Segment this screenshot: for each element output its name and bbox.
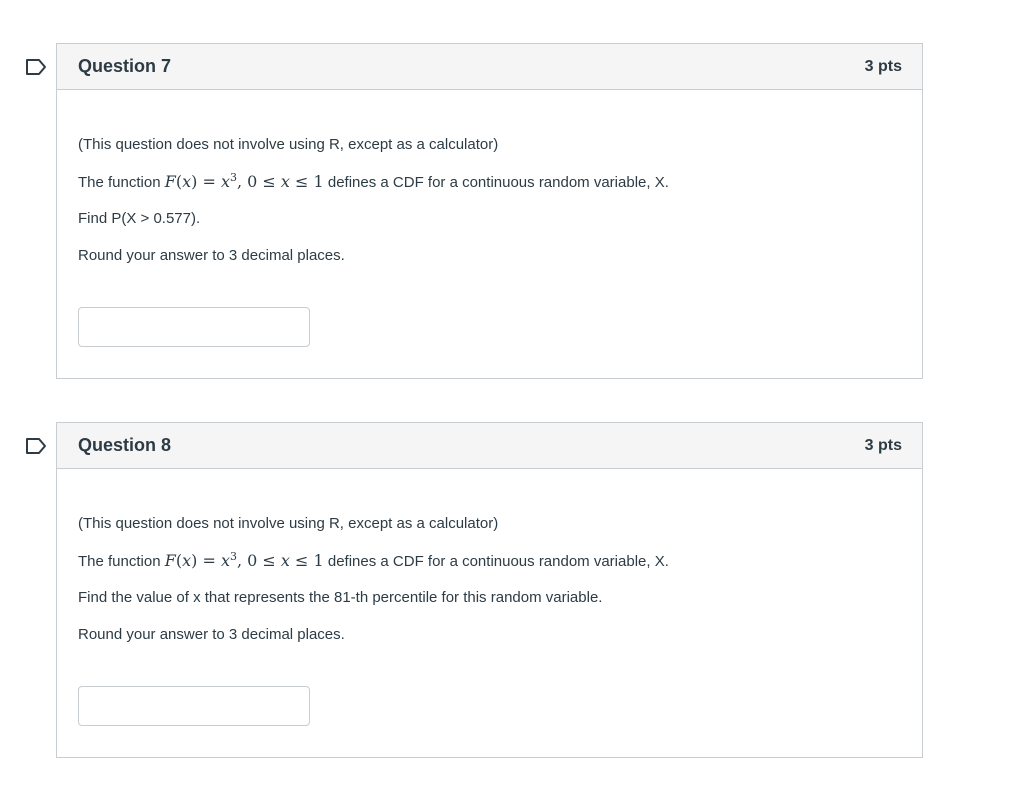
question-rounding: Round your answer to 3 decimal places.: [78, 626, 345, 643]
flag-question-icon[interactable]: [25, 437, 47, 455]
question-title: Question 8: [78, 435, 172, 455]
question-7: [56, 43, 923, 379]
math-formula: $F(x) = x^3$, 0 ≤ x ≤ 1: [164, 550, 324, 570]
flag-question-icon[interactable]: [25, 58, 47, 76]
function-suffix: defines a CDF for a continuous random variable, X.: [323, 174, 669, 191]
question-8: [56, 422, 923, 758]
answer-input[interactable]: [78, 686, 310, 726]
function-suffix: defines a CDF for a continuous random variable, X.: [323, 553, 669, 570]
question-task: Find P(X > 0.577).: [78, 210, 201, 227]
question-points: 3 pts: [864, 436, 902, 454]
question-header: [57, 423, 922, 469]
question-task: Find the value of x that represents the 81-th percentile for this random variable.: [78, 589, 603, 606]
question-points: 3 pts: [864, 57, 902, 75]
question-intro: (This question does not involve using R, except as a calculator): [78, 136, 499, 153]
answer-input[interactable]: [78, 307, 310, 347]
question-function-statement: [78, 172, 669, 191]
math-formula: $F(x) = x^3$, 0 ≤ x ≤ 1: [164, 171, 324, 191]
question-rounding: Round your answer to 3 decimal places.: [78, 247, 345, 264]
question-function-statement: [78, 551, 669, 570]
function-prefix: The function: [78, 553, 165, 570]
function-prefix: The function: [78, 174, 165, 191]
question-header: [57, 44, 922, 90]
question-title: Question 7: [78, 56, 172, 76]
question-intro: (This question does not involve using R, except as a calculator): [78, 515, 499, 532]
